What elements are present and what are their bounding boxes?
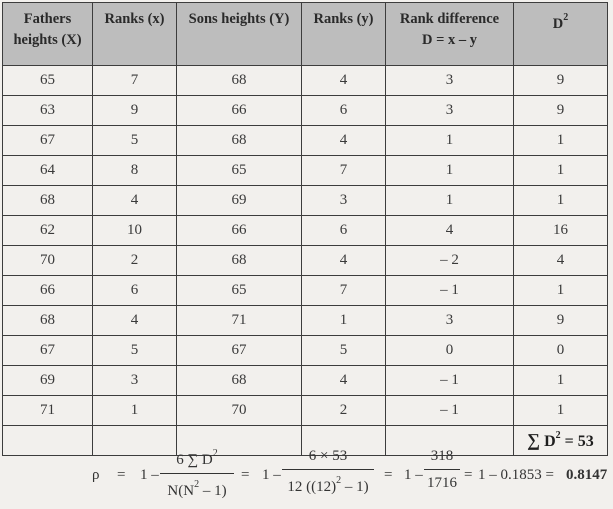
fathers-height-cell: 70 <box>3 246 93 276</box>
rank-x-cell: 10 <box>93 216 177 246</box>
rank-difference-cell: 3 <box>386 96 514 126</box>
table-row <box>3 396 608 426</box>
rank-y-cell: 3 <box>302 186 386 216</box>
table-row <box>3 246 608 276</box>
d-squared-cell: 1 <box>514 156 608 186</box>
d-squared-cell: 1 <box>514 276 608 306</box>
rank-difference-cell: 3 <box>386 66 514 96</box>
d-squared-cell: 16 <box>514 216 608 246</box>
fathers-height-cell: 68 <box>3 306 93 336</box>
rank-x-cell: 4 <box>93 186 177 216</box>
sons-height-cell: 67 <box>177 336 302 366</box>
header-d-squared: $D^2$ <box>514 3 608 66</box>
rank-difference-cell: 3 <box>386 306 514 336</box>
sum-d-squared: ∑ $D^2 = 53$ <box>514 426 608 456</box>
equals-1: = <box>117 467 126 483</box>
d-squared-cell: 1 <box>514 186 608 216</box>
rank-x-cell: 7 <box>93 66 177 96</box>
sons-height-cell: 68 <box>177 366 302 396</box>
header-ranks-y: Ranks (y) <box>302 3 386 66</box>
rank-difference-cell: 1 <box>386 186 514 216</box>
table-row <box>3 96 608 126</box>
d-squared-cell: 1 <box>514 396 608 426</box>
rank-y-cell: 6 <box>302 96 386 126</box>
sons-height-cell: 68 <box>177 66 302 96</box>
sons-height-cell: 69 <box>177 186 302 216</box>
sons-height-cell: 71 <box>177 306 302 336</box>
rank-x-cell: 5 <box>93 126 177 156</box>
rho-result: 0.8147 <box>566 467 608 483</box>
sons-height-cell: 65 <box>177 276 302 306</box>
rank-y-cell: 1 <box>302 306 386 336</box>
sons-height-cell: 68 <box>177 246 302 276</box>
rank-y-cell: 4 <box>302 66 386 96</box>
fathers-height-cell: 63 <box>3 96 93 126</box>
rank-x-cell: 4 <box>93 306 177 336</box>
fraction-2: $\frac{6 \times 53}{12 ((12)^2 - 1)}$ <box>282 446 374 497</box>
table-row <box>3 186 608 216</box>
d-squared-cell: 4 <box>514 246 608 276</box>
rank-x-cell: 1 <box>93 396 177 426</box>
result-expression: 1 – 0.1853 = <box>478 467 554 483</box>
sons-height-cell: 66 <box>177 96 302 126</box>
one-minus-1: 1 – <box>140 467 159 483</box>
fathers-height-cell: 67 <box>3 126 93 156</box>
rank-x-cell: 5 <box>93 336 177 366</box>
header-ranks-x: Ranks (x) <box>93 3 177 66</box>
d-squared-cell: 9 <box>514 66 608 96</box>
sons-height-cell: 65 <box>177 156 302 186</box>
fraction-1: $\frac{6 \sum D^2}{N(N^2 - 1)}$ <box>160 446 234 501</box>
one-minus-2: 1 – <box>262 467 281 483</box>
table-row <box>3 336 608 366</box>
table-row <box>3 216 608 246</box>
header-sons-heights: Sons heights (Y) <box>177 3 302 66</box>
rank-x-cell: 6 <box>93 276 177 306</box>
spearman-formula <box>0 446 613 506</box>
rank-x-cell: 9 <box>93 96 177 126</box>
rank-y-cell: 7 <box>302 156 386 186</box>
fathers-height-cell: 66 <box>3 276 93 306</box>
fathers-height-cell: 64 <box>3 156 93 186</box>
fathers-height-cell: 68 <box>3 186 93 216</box>
rank-difference-cell: 1 <box>386 126 514 156</box>
sons-height-cell: 68 <box>177 126 302 156</box>
d-squared-cell: 1 <box>514 366 608 396</box>
table-row <box>3 306 608 336</box>
rank-y-cell: 4 <box>302 366 386 396</box>
d-squared-cell: 9 <box>514 306 608 336</box>
header-rank-difference: Rank difference D = x – y <box>386 3 514 66</box>
table-row <box>3 66 608 96</box>
table-row <box>3 276 608 306</box>
rank-y-cell: 5 <box>302 336 386 366</box>
fathers-height-cell: 67 <box>3 336 93 366</box>
table-body <box>3 66 608 426</box>
fraction-3: $\frac{318}{1716}$ <box>424 446 460 493</box>
equals-4: = <box>464 467 473 483</box>
rank-x-cell: 2 <box>93 246 177 276</box>
header-fathers-heights: Fathers heights (X) <box>3 3 93 66</box>
one-minus-3: 1 – <box>404 467 423 483</box>
fathers-height-cell: 71 <box>3 396 93 426</box>
equals-3: = <box>384 467 393 483</box>
header-row <box>3 3 608 66</box>
fathers-height-cell: 69 <box>3 366 93 396</box>
table-row <box>3 366 608 396</box>
d-squared-cell: 9 <box>514 96 608 126</box>
rank-x-cell: 8 <box>93 156 177 186</box>
rank-difference-cell: – 2 <box>386 246 514 276</box>
rank-difference-cell: – 1 <box>386 276 514 306</box>
fathers-height-cell: 65 <box>3 66 93 96</box>
table-row <box>3 156 608 186</box>
rank-difference-cell: – 1 <box>386 396 514 426</box>
equals-2: = <box>241 467 250 483</box>
rank-difference-cell: 4 <box>386 216 514 246</box>
fathers-height-cell: 62 <box>3 216 93 246</box>
rank-difference-cell: – 1 <box>386 366 514 396</box>
rank-y-cell: 4 <box>302 126 386 156</box>
rank-y-cell: 2 <box>302 396 386 426</box>
rho-symbol: ρ <box>92 467 100 483</box>
rank-difference-cell: 0 <box>386 336 514 366</box>
rank-correlation-table <box>2 2 608 456</box>
sons-height-cell: 66 <box>177 216 302 246</box>
sons-height-cell: 70 <box>177 396 302 426</box>
rank-x-cell: 3 <box>93 366 177 396</box>
d-squared-cell: 0 <box>514 336 608 366</box>
d-squared-cell: 1 <box>514 126 608 156</box>
rank-y-cell: 7 <box>302 276 386 306</box>
table-row <box>3 126 608 156</box>
rank-difference-cell: 1 <box>386 156 514 186</box>
rank-y-cell: 4 <box>302 246 386 276</box>
rank-y-cell: 6 <box>302 216 386 246</box>
